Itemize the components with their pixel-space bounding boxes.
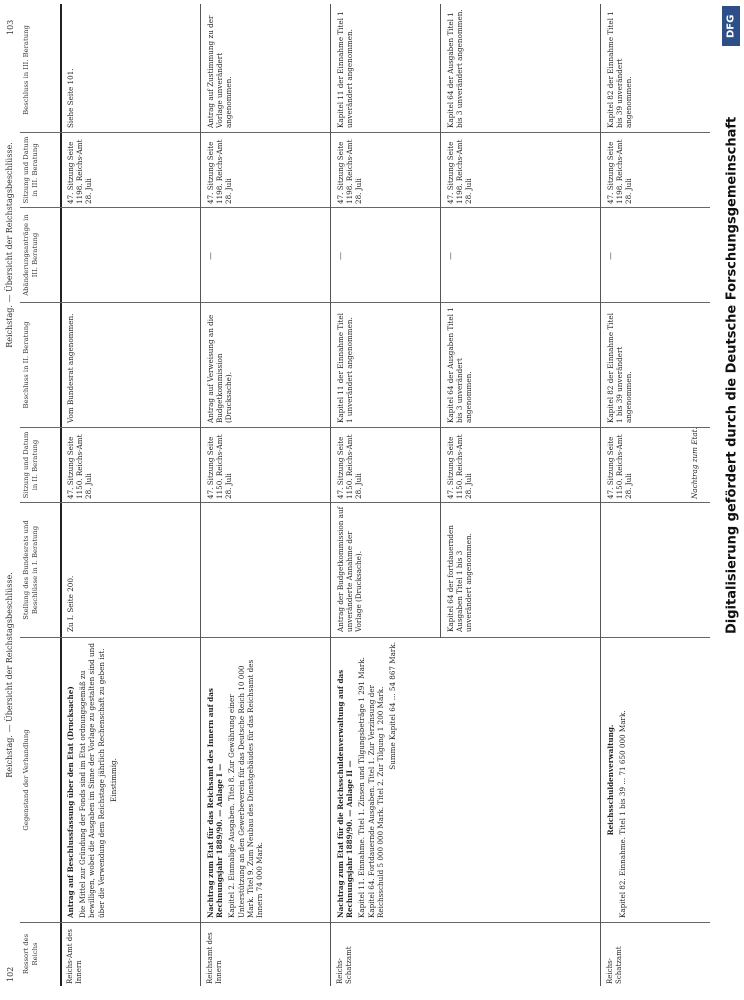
row1-subject-footer: Einstimmig.	[108, 758, 118, 802]
row2-result: Antrag auf Zustimmung zu der Vorlage unverändert angenommen.	[206, 15, 234, 128]
row5-result: Kapitel 82 der Einnahme Titel 1 bis 39 unverändert angenommen.	[606, 11, 634, 128]
header-sitting: Sitzung und Datum in III. Beratung	[22, 136, 39, 204]
header-third: Abänderungsanträge in III. Beratung	[22, 214, 39, 296]
row2-department: Reichsamt des Innern	[206, 932, 223, 984]
row1-result: Siehe Seite 101.	[66, 68, 75, 128]
header-department: Ressort des Reichs	[22, 933, 39, 975]
row4-sitting-third: 47. Sitzung Seite 1198. Reichs-Amt 28. Juli	[446, 139, 474, 204]
row4-third-dash: —	[446, 252, 455, 260]
header-rule	[60, 4, 62, 986]
row1-subject	[66, 642, 121, 918]
row3-subject-title: Nachtrag zum Etat für die Reichsschuldenverwaltung auf das Rechnungsjahr 1889/90. — Anlage II —	[336, 669, 355, 918]
row1-sitting-third: 47. Sitzung Seite 1198. Reichs-Amt 28. Juli	[66, 139, 94, 204]
row2-subject-text: Kapitel 2. Einmalige Ausgaben. Titel 8. Zur Gewährung einer Unterstützung an den Gewerbeverein für das Deutsche Reich 10 000 Mark. Titel 9. Zum Neubau des Dienstgebäudes für das Reichsamt des Innern 74 000 Mark.	[227, 659, 265, 918]
row3-department: Reichs-Schatzamt	[336, 946, 353, 984]
header-second: Beschluss in II. Beratung	[22, 321, 30, 409]
row1-procedure: Zu I. Seite 200.	[66, 575, 75, 632]
row5-sitting-first: 47. Sitzung Seite 1150. Reichs-Amt 28. Juli	[606, 434, 634, 499]
page-number-right: 103	[6, 19, 15, 35]
column-divider	[20, 502, 710, 503]
row5-department: Reichs-Schatzamt	[606, 946, 623, 984]
row5-subject-title: Reichsschuldenverwaltung.	[606, 724, 615, 836]
dfg-logo: DFG	[722, 6, 740, 46]
row1-department: Reichs-Amt des Innern	[66, 929, 83, 984]
dfg-banner: Digitalisierung gefördert durch die Deutsche Forschungsgemeinschaft	[724, 116, 740, 634]
row3-third-dash: —	[336, 252, 345, 260]
running-title-left: Reichstag. — Übersicht der Reichstagsbeschlüsse.	[5, 572, 14, 778]
row3-sitting-third: 47. Sitzung Seite 1198. Reichs-Amt 28. Juli	[336, 139, 364, 204]
column-divider	[20, 132, 710, 133]
header-subject: Gegenstand der Verhandlung	[22, 729, 30, 831]
row3-second: Kapitel 11 der Einnahme Titel 1 unverändert angenommen.	[336, 313, 355, 423]
running-title-right: Reichstag. — Übersicht der Reichstagsbeschlüsse.	[5, 142, 14, 348]
row1-subject-text: Die Mittel zur Gründung der Fonds sind im Etat ordnungsgemäß zu bewilligen, wobei die Ausgaben im Sinne der Vorlage zu gestalten sind und über die Verwendung dem Reichstage jährlich Rechenschaft zu geben ist.	[78, 643, 106, 918]
row2-sitting-third: 47. Sitzung Seite 1198. Reichs-Amt 28. Juli	[206, 139, 234, 204]
column-divider	[20, 637, 710, 638]
row4-sitting-first: 47. Sitzung Seite 1150. Reichs-Amt 28. Juli	[446, 434, 474, 499]
row2-second: Antrag auf Verweisung an die Budgetkommission (Drucksache).	[206, 314, 234, 423]
row5-subject-text: Kapitel 82. Einnahme. Titel 1 bis 39 ... 71 650 000 Mark.	[618, 710, 628, 918]
row2-subject-title: Nachtrag zum Etat für das Reichsamt des Innern auf das Rechnungsjahr 1889/90. — Anlage I —	[206, 688, 225, 918]
row4-result: Kapitel 64 der Ausgaben Titel 1 bis 3 unverändert angenommen.	[446, 9, 465, 128]
row3-subject	[336, 642, 400, 918]
row1-subject-title: Antrag auf Beschlussfassung über den Etat (Drucksache)	[66, 686, 75, 918]
footnote: Nachtrag zum Etat.	[690, 427, 699, 499]
row-separator	[600, 4, 601, 986]
row-separator	[330, 4, 331, 986]
row5-subject	[606, 642, 630, 918]
row3-procedure: Antrag der Budgetkommission auf unveränderte Annahme der Vorlage (Drucksache).	[336, 506, 364, 632]
column-divider	[20, 922, 710, 923]
row3-result: Kapitel 11 der Einnahme Titel 1 unverändert angenommen.	[336, 11, 355, 128]
header-procedure: Stellung des Bundesrats und Beschlüsse in I. Beratung	[22, 520, 39, 620]
page-number-left: 102	[6, 966, 15, 982]
row2-subject	[206, 642, 267, 918]
column-divider	[20, 302, 710, 303]
row3-subject-text: Kapitel 11. Einnahme. Titel 1. Zinsen und Tilgungsbeträge 1 291 Mark. Kapitel 64. Fortdauernde Ausgaben. Titel 1. Zur Verzinsung der Reichsschuld 5 000 000 Mark. Titel 2. Zur Tilgung 1 200 Mark.	[357, 657, 385, 918]
row3-subject-footer: Summe Kapitel 64 ... 54 867 Mark.	[388, 642, 398, 770]
row5-third-dash: —	[606, 252, 615, 260]
header-result: Beschluss in III. Beratung	[22, 25, 30, 115]
header-first: Sitzung und Datum in II. Beratung	[22, 431, 39, 499]
column-divider	[20, 207, 710, 208]
row1-sitting-first: 47. Sitzung Seite 1150. Reichs-Amt 28. Juli	[66, 434, 94, 499]
row-separator	[200, 4, 201, 986]
row1-second: Vom Bundesrat angenommen.	[66, 313, 75, 423]
row4-procedure: Kapitel 64 der fortdauernden Ausgaben Titel 1 bis 3 unverändert angenommen.	[446, 525, 474, 632]
row3-sitting-first: 47. Sitzung Seite 1150. Reichs-Amt 28. Juli	[336, 434, 364, 499]
row2-sitting-first: 47. Sitzung Seite 1150. Reichs-Amt 28. Juli	[206, 434, 234, 499]
row2-third-dash: —	[206, 252, 215, 260]
row4-second: Kapitel 64 der Ausgaben Titel 1 bis 3 unverändert angenommen.	[446, 307, 474, 423]
row5-second: Kapitel 82 der Einnahme Titel 1 bis 39 unverändert angenommen.	[606, 313, 634, 423]
row5-sitting-third: 47. Sitzung Seite 1198. Reichs-Amt 28. Juli	[606, 139, 634, 204]
column-divider	[20, 427, 710, 428]
row-separator	[440, 4, 441, 638]
